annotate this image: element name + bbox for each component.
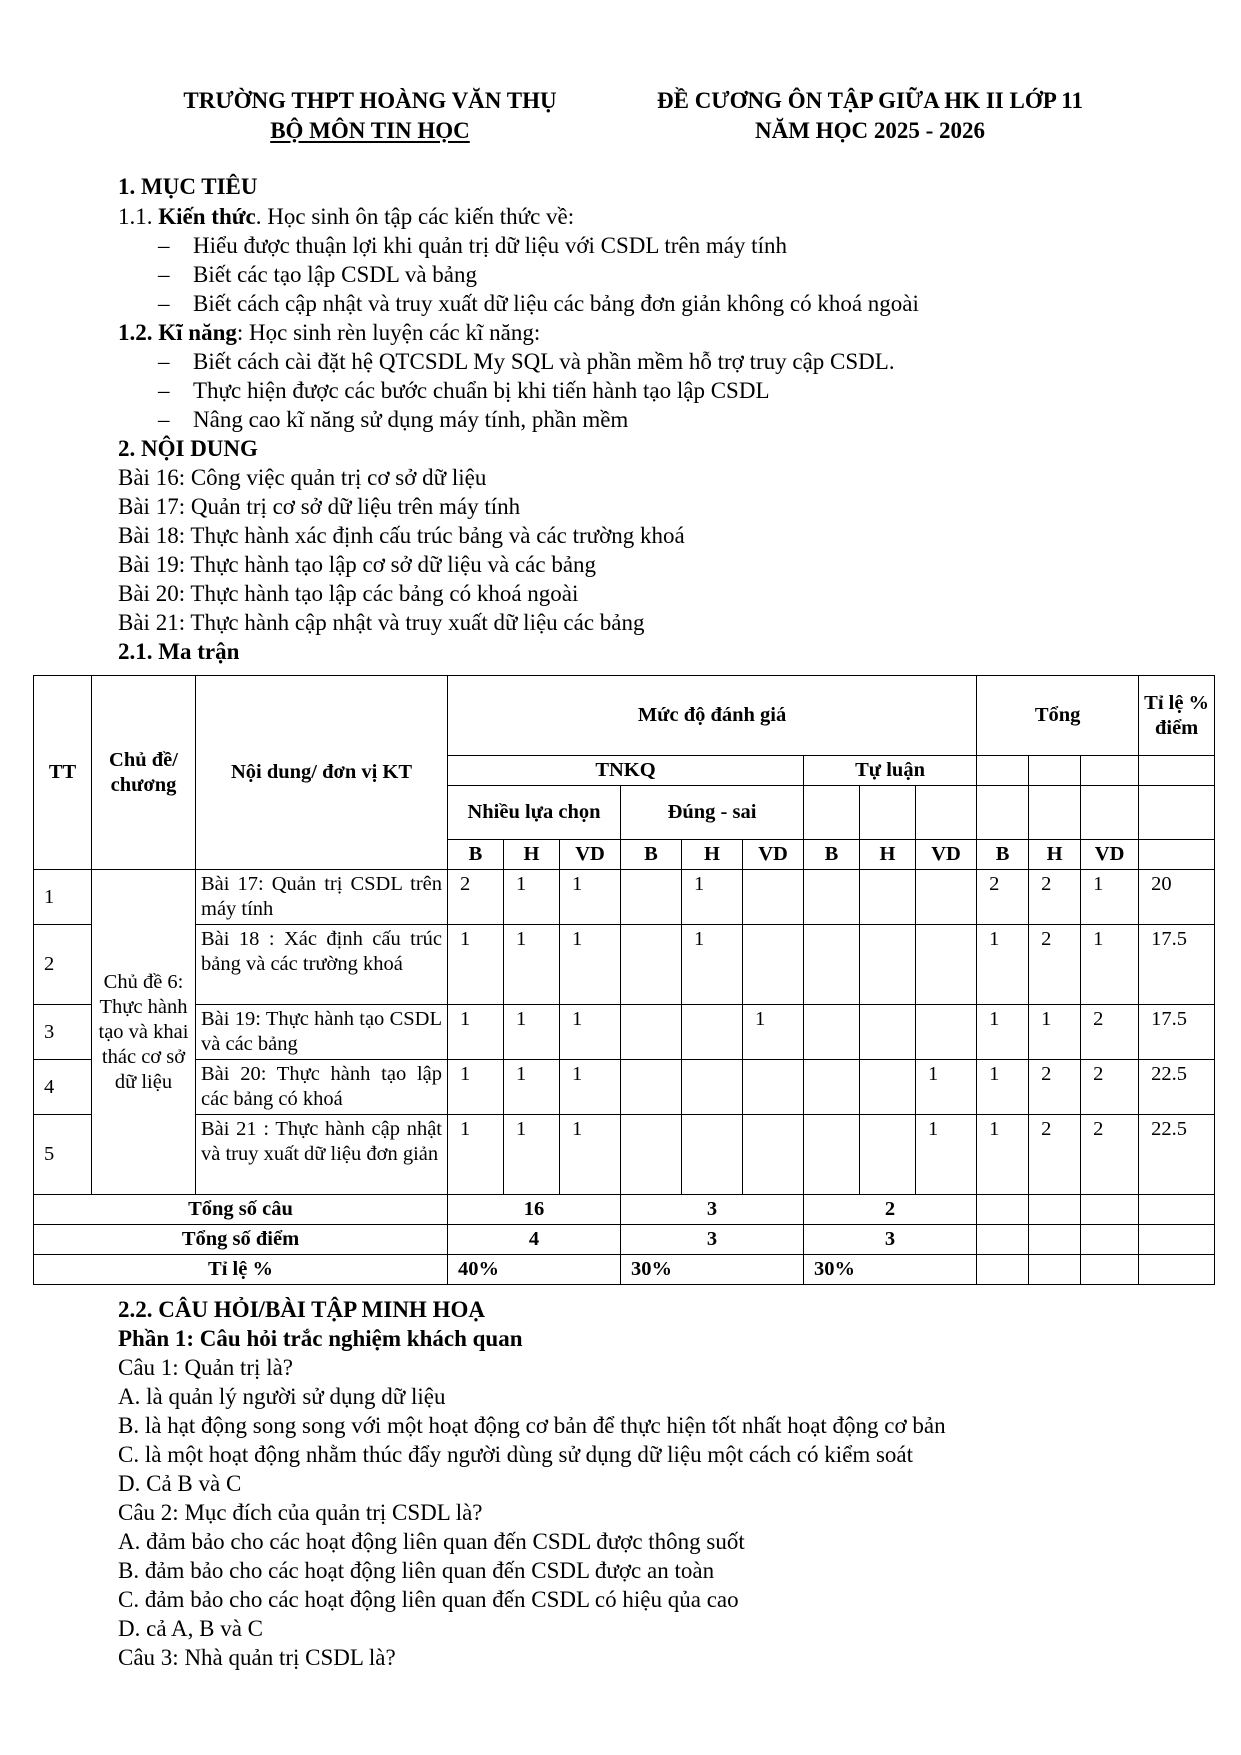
count-cell bbox=[621, 1060, 682, 1115]
count-cell: 1 bbox=[504, 925, 560, 1005]
count-cell: 1 bbox=[977, 925, 1029, 1005]
count-cell: 2 bbox=[977, 870, 1029, 925]
matrix-header-row bbox=[34, 676, 1215, 756]
count-cell: 1 bbox=[504, 1060, 560, 1115]
school-year: NĂM HỌC 2025 - 2026 bbox=[755, 118, 985, 143]
row-number: 3 bbox=[34, 1005, 92, 1060]
count-cell bbox=[804, 1005, 860, 1060]
empty-cell bbox=[1081, 786, 1139, 840]
content-cell: Bài 19: Thực hành tạo CSDL và các bảng bbox=[196, 1005, 448, 1060]
count-cell bbox=[860, 870, 916, 925]
skills-item-text: Thực hiện được các bước chuẩn bị khi tiến hành tạo lập CSDL bbox=[193, 378, 770, 403]
count-cell bbox=[804, 1060, 860, 1115]
level-header: VD bbox=[560, 840, 621, 870]
skills-text: : Học sinh rèn luyện các kĩ năng: bbox=[236, 320, 541, 345]
percent-mc: 40% bbox=[448, 1255, 621, 1285]
skills-label: 1.2. Kĩ năng bbox=[118, 320, 237, 345]
matrix-title: 2.1. Ma trận bbox=[118, 639, 240, 664]
count-cell: 1 bbox=[504, 870, 560, 925]
knowledge-item bbox=[118, 231, 1118, 260]
question-line: Câu 1: Quản trị là? bbox=[118, 1355, 294, 1380]
count-cell bbox=[682, 1115, 743, 1195]
count-cell bbox=[860, 1060, 916, 1115]
question-line: B. đảm bảo cho các hoạt động liên quan đến CSDL được an toàn bbox=[118, 1558, 715, 1583]
percent-tf: 30% bbox=[621, 1255, 804, 1285]
department-name-text: BỘ MÔN TIN HỌC bbox=[270, 118, 470, 143]
total-points-row bbox=[34, 1225, 1215, 1255]
empty-cell bbox=[1081, 1195, 1139, 1225]
section2-title: 2. NỘI DUNG bbox=[118, 436, 258, 461]
row-number: 1 bbox=[34, 870, 92, 925]
school-block bbox=[140, 86, 600, 146]
count-cell: 2 bbox=[1081, 1005, 1139, 1060]
skills-item-text: Biết cách cài đặt hệ QTCSDL My SQL và phần mềm hỗ trợ truy cập CSDL. bbox=[193, 349, 895, 374]
table-row bbox=[34, 1005, 1215, 1060]
count-cell bbox=[804, 1115, 860, 1195]
empty-cell bbox=[1139, 840, 1215, 870]
count-cell: 1 bbox=[977, 1060, 1029, 1115]
lesson-item: Bài 17: Quản trị cơ sở dữ liệu trên máy tính bbox=[118, 494, 521, 519]
bullet-dash: – bbox=[158, 233, 170, 258]
row-number: 5 bbox=[34, 1115, 92, 1195]
knowledge-item bbox=[118, 289, 1118, 318]
row-number: 2 bbox=[34, 925, 92, 1005]
knowledge-label: Kiến thức bbox=[158, 204, 256, 229]
header-multiple-choice: Nhiều lựa chọn bbox=[448, 786, 621, 840]
section22-title: 2.2. CÂU HỎI/BÀI TẬP MINH HOẠ bbox=[118, 1297, 485, 1322]
count-cell: 2 bbox=[1029, 1060, 1081, 1115]
question-line: Câu 2: Mục đích của quản trị CSDL là? bbox=[118, 1500, 483, 1525]
count-cell bbox=[916, 925, 977, 1005]
empty-cell bbox=[1081, 1225, 1139, 1255]
skills-item-text: Nâng cao kĩ năng sử dụng máy tính, phần mềm bbox=[193, 407, 629, 432]
sample-questions bbox=[118, 1295, 1118, 1672]
row-number: 4 bbox=[34, 1060, 92, 1115]
count-cell: 1 bbox=[1081, 870, 1139, 925]
document-title-block bbox=[630, 86, 1110, 146]
total-questions-row bbox=[34, 1195, 1215, 1225]
question-line: C. là một hoạt động nhằm thúc đẩy người dùng sử dụng dữ liệu một cách có kiểm soát bbox=[118, 1442, 914, 1467]
count-cell bbox=[621, 1115, 682, 1195]
knowledge-item bbox=[118, 260, 1118, 289]
empty-cell bbox=[1029, 1225, 1081, 1255]
count-cell: 1 bbox=[977, 1115, 1029, 1195]
count-cell bbox=[743, 870, 804, 925]
knowledge-item-text: Hiểu được thuận lợi khi quản trị dữ liệu với CSDL trên máy tính bbox=[193, 233, 787, 258]
count-cell: 1 bbox=[448, 1115, 504, 1195]
part1-title: Phần 1: Câu hỏi trắc nghiệm khách quan bbox=[118, 1326, 523, 1351]
count-cell bbox=[621, 870, 682, 925]
content-cell: Bài 21 : Thực hành cập nhật và truy xuất dữ liệu đơn giản bbox=[196, 1115, 448, 1195]
department-name bbox=[140, 116, 600, 146]
ratio-cell: 20 bbox=[1139, 870, 1215, 925]
lesson-item: Bài 18: Thực hành xác định cấu trúc bảng và các trường khoá bbox=[118, 523, 685, 548]
header-tnkq: TNKQ bbox=[448, 756, 804, 786]
count-cell: 1 bbox=[560, 870, 621, 925]
count-cell: 1 bbox=[504, 1115, 560, 1195]
count-cell bbox=[916, 1005, 977, 1060]
table-row bbox=[34, 1060, 1215, 1115]
percent-essay: 30% bbox=[804, 1255, 977, 1285]
skills-item bbox=[118, 405, 1118, 434]
question-line: B. là hạt động song song với một hoạt động cơ bản để thực hiện tốt nhất hoạt động cơ bản bbox=[118, 1413, 946, 1438]
ratio-cell: 22.5 bbox=[1139, 1060, 1215, 1115]
count-cell bbox=[682, 1060, 743, 1115]
ratio-cell: 17.5 bbox=[1139, 1005, 1215, 1060]
empty-cell bbox=[804, 786, 860, 840]
count-cell: 2 bbox=[448, 870, 504, 925]
count-cell bbox=[743, 925, 804, 1005]
header-topic: Chủ đề/ chương bbox=[92, 676, 196, 870]
count-cell bbox=[860, 925, 916, 1005]
document-title: ĐỀ CƯƠNG ÔN TẬP GIỮA HK II LỚP 11 bbox=[657, 88, 1083, 113]
header-level: Mức độ đánh giá bbox=[448, 676, 977, 756]
table-row bbox=[34, 925, 1215, 1005]
empty-cell bbox=[1029, 1255, 1081, 1285]
document-header bbox=[0, 86, 1241, 148]
knowledge-item-text: Biết cách cập nhật và truy xuất dữ liệu các bảng đơn giản không có khoá ngoài bbox=[193, 291, 919, 316]
question-line: Câu 3: Nhà quản trị CSDL là? bbox=[118, 1645, 396, 1670]
total-points-essay: 3 bbox=[804, 1225, 977, 1255]
count-cell: 1 bbox=[682, 925, 743, 1005]
count-cell bbox=[743, 1115, 804, 1195]
percent-row bbox=[34, 1255, 1215, 1285]
empty-cell bbox=[916, 786, 977, 840]
skills-item bbox=[118, 376, 1118, 405]
count-cell bbox=[621, 925, 682, 1005]
count-cell bbox=[916, 870, 977, 925]
bullet-dash: – bbox=[158, 262, 170, 287]
question-line: D. Cả B và C bbox=[118, 1471, 242, 1496]
count-cell bbox=[860, 1005, 916, 1060]
empty-cell bbox=[1081, 756, 1139, 786]
level-header: H bbox=[682, 840, 743, 870]
count-cell bbox=[804, 925, 860, 1005]
count-cell bbox=[743, 1060, 804, 1115]
empty-cell bbox=[1029, 756, 1081, 786]
count-cell: 1 bbox=[977, 1005, 1029, 1060]
empty-cell bbox=[1029, 1195, 1081, 1225]
knowledge-item-text: Biết các tạo lập CSDL và bảng bbox=[193, 262, 478, 287]
content-cell: Bài 17: Quản trị CSDL trên máy tính bbox=[196, 870, 448, 925]
empty-cell bbox=[977, 1255, 1029, 1285]
empty-cell bbox=[977, 786, 1029, 840]
count-cell bbox=[621, 1005, 682, 1060]
lesson-item: Bài 16: Công việc quản trị cơ sở dữ liệu bbox=[118, 465, 487, 490]
count-cell: 1 bbox=[560, 1060, 621, 1115]
level-header: B bbox=[804, 840, 860, 870]
level-header: H bbox=[504, 840, 560, 870]
skills-heading bbox=[118, 318, 1118, 347]
count-cell bbox=[860, 1115, 916, 1195]
header-tt: TT bbox=[34, 676, 92, 870]
empty-cell bbox=[977, 1225, 1029, 1255]
assessment-matrix bbox=[33, 675, 1215, 1285]
count-cell: 2 bbox=[1029, 1115, 1081, 1195]
total-points-mc: 4 bbox=[448, 1225, 621, 1255]
bullet-dash: – bbox=[158, 291, 170, 316]
header-ratio: Tỉ lệ % điểm bbox=[1139, 676, 1215, 756]
header-essay: Tự luận bbox=[804, 756, 977, 786]
ratio-cell: 17.5 bbox=[1139, 925, 1215, 1005]
level-header: B bbox=[621, 840, 682, 870]
count-cell: 1 bbox=[560, 1115, 621, 1195]
bullet-dash: – bbox=[158, 378, 170, 403]
count-cell: 2 bbox=[1081, 1115, 1139, 1195]
knowledge-text: . Học sinh ôn tập các kiến thức về: bbox=[255, 204, 575, 229]
lesson-item: Bài 21: Thực hành cập nhật và truy xuất dữ liệu các bảng bbox=[118, 610, 645, 635]
empty-cell bbox=[1139, 1225, 1215, 1255]
level-header: B bbox=[977, 840, 1029, 870]
count-cell: 1 bbox=[916, 1060, 977, 1115]
bullet-dash: – bbox=[158, 407, 170, 432]
empty-cell bbox=[1139, 756, 1215, 786]
empty-cell bbox=[1139, 786, 1215, 840]
count-cell: 1 bbox=[1081, 925, 1139, 1005]
header-content: Nội dung/ đơn vị KT bbox=[196, 676, 448, 870]
count-cell: 1 bbox=[1029, 1005, 1081, 1060]
count-cell: 1 bbox=[448, 1060, 504, 1115]
count-cell: 1 bbox=[448, 1005, 504, 1060]
ratio-cell: 22.5 bbox=[1139, 1115, 1215, 1195]
count-cell: 1 bbox=[916, 1115, 977, 1195]
content-cell: Bài 18 : Xác định cấu trúc bảng và các trường khoá bbox=[196, 925, 448, 1005]
count-cell bbox=[804, 870, 860, 925]
level-header: VD bbox=[1081, 840, 1139, 870]
empty-cell bbox=[860, 786, 916, 840]
empty-cell bbox=[1139, 1195, 1215, 1225]
lesson-item: Bài 19: Thực hành tạo lập cơ sở dữ liệu và các bảng bbox=[118, 552, 597, 577]
total-points-label: Tổng số điểm bbox=[34, 1225, 448, 1255]
skills-item bbox=[118, 347, 1118, 376]
objectives-and-content bbox=[118, 172, 1118, 666]
count-cell bbox=[682, 1005, 743, 1060]
header-true-false: Đúng - sai bbox=[621, 786, 804, 840]
level-header: VD bbox=[743, 840, 804, 870]
empty-cell bbox=[1081, 1255, 1139, 1285]
total-questions-tf: 3 bbox=[621, 1195, 804, 1225]
level-header: VD bbox=[916, 840, 977, 870]
level-header: H bbox=[860, 840, 916, 870]
count-cell: 1 bbox=[682, 870, 743, 925]
section1-title: 1. MỤC TIÊU bbox=[118, 174, 258, 199]
question-line: A. đảm bảo cho các hoạt động liên quan đến CSDL được thông suốt bbox=[118, 1529, 745, 1554]
total-questions-label: Tổng số câu bbox=[34, 1195, 448, 1225]
table-row bbox=[34, 1115, 1215, 1195]
total-questions-essay: 2 bbox=[804, 1195, 977, 1225]
table-row bbox=[34, 870, 1215, 925]
empty-cell bbox=[1139, 1255, 1215, 1285]
count-cell: 1 bbox=[743, 1005, 804, 1060]
count-cell: 1 bbox=[560, 925, 621, 1005]
total-points-tf: 3 bbox=[621, 1225, 804, 1255]
count-cell: 2 bbox=[1029, 870, 1081, 925]
header-total: Tổng bbox=[977, 676, 1139, 756]
topic-cell: Chủ đề 6: Thực hành tạo và khai thác cơ sở dữ liệu bbox=[92, 870, 196, 1195]
question-line: C. đảm bảo cho các hoạt động liên quan đến CSDL có hiệu qủa cao bbox=[118, 1587, 739, 1612]
count-cell: 1 bbox=[448, 925, 504, 1005]
empty-cell bbox=[977, 1195, 1029, 1225]
count-cell: 2 bbox=[1081, 1060, 1139, 1115]
level-header: B bbox=[448, 840, 504, 870]
count-cell: 2 bbox=[1029, 925, 1081, 1005]
bullet-dash: – bbox=[158, 349, 170, 374]
content-cell: Bài 20: Thực hành tạo lập các bảng có khoá bbox=[196, 1060, 448, 1115]
question-line: D. cả A, B và C bbox=[118, 1616, 264, 1641]
total-questions-mc: 16 bbox=[448, 1195, 621, 1225]
count-cell: 1 bbox=[560, 1005, 621, 1060]
knowledge-num: 1.1. bbox=[118, 204, 159, 229]
level-header: H bbox=[1029, 840, 1081, 870]
question-line: A. là quản lý người sử dụng dữ liệu bbox=[118, 1384, 446, 1409]
count-cell: 1 bbox=[504, 1005, 560, 1060]
empty-cell bbox=[1029, 786, 1081, 840]
percent-label: Tỉ lệ % bbox=[34, 1255, 448, 1285]
knowledge-heading bbox=[118, 202, 1118, 231]
school-name: TRƯỜNG THPT HOÀNG VĂN THỤ bbox=[183, 88, 557, 113]
lesson-item: Bài 20: Thực hành tạo lập các bảng có khoá ngoài bbox=[118, 581, 579, 606]
empty-cell bbox=[977, 756, 1029, 786]
